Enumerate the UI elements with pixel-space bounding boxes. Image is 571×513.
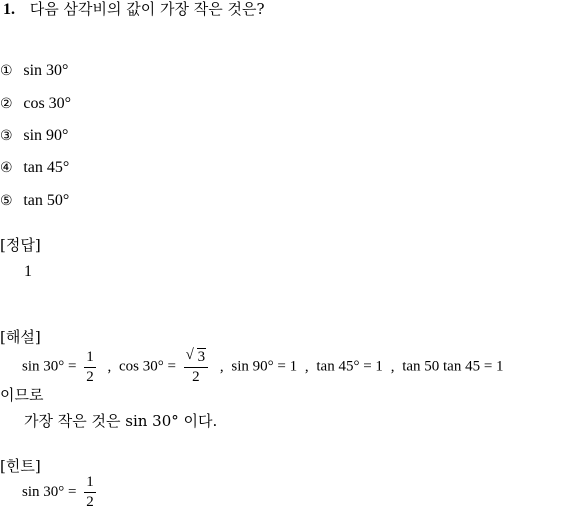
fraction-denominator: 2 [86, 494, 94, 511]
choice-3 [0, 128, 68, 144]
choice-marker: ⑤ [0, 193, 13, 209]
choice-marker: ④ [0, 160, 13, 176]
fraction-one-half [84, 349, 96, 387]
choice-2 [0, 96, 71, 112]
fraction-sqrt3-over-2 [184, 348, 209, 387]
cos30-expression: cos 30° = [118, 358, 176, 375]
choice-marker: ③ [0, 128, 13, 144]
fraction-denominator: 2 [192, 369, 200, 386]
question-line [3, 2, 265, 18]
fraction-denominator: 2 [86, 368, 94, 385]
tan45-expression: tan 45° = 1 [316, 358, 383, 375]
choice-text: sin 30° [23, 62, 69, 79]
choice-5 [0, 193, 69, 209]
choice-text: cos 30° [23, 95, 72, 112]
radicand: √ 3 [197, 349, 206, 365]
question-text: 다음 삼각비의 값이 가장 작은 것은? [29, 0, 265, 18]
answer-value: 1 [24, 263, 32, 280]
tan50-expression: tan 50 tan 45 = 1 [402, 358, 504, 375]
hint-lhs: sin 30° = [22, 484, 77, 501]
explanation-header: [해설] [0, 328, 41, 346]
sin90-expression: sin 90° = 1 [231, 358, 298, 375]
separator-comma: , [304, 358, 309, 375]
separator-comma: , [219, 358, 224, 375]
choice-1 [0, 63, 68, 79]
choice-text: sin 90° [23, 127, 69, 144]
sqrt-symbol [186, 348, 207, 366]
hint-header: [힌트] [0, 457, 41, 475]
sin30-expression: sin 30° = [22, 358, 77, 375]
explanation-wrap-text: 이므로 [0, 386, 44, 404]
fraction-numerator: 1 [84, 474, 96, 493]
choice-text: tan 50° [23, 192, 70, 209]
explanation-conclusion: 가장 작은 것은 sin 30° 이다. [24, 412, 218, 430]
choice-marker: ② [0, 96, 13, 112]
separator-comma: , [390, 358, 395, 375]
answer-header: [정답] [0, 236, 41, 254]
hint-fraction [84, 474, 96, 512]
hint-formula [22, 474, 100, 512]
separator-comma: , [107, 358, 112, 375]
question-number: 1. [3, 1, 15, 18]
choice-4 [0, 160, 69, 176]
choice-text: tan 45° [23, 159, 70, 176]
fraction-numerator: 1 [84, 349, 96, 368]
choice-marker: ① [0, 63, 13, 79]
explanation-formula-line [22, 348, 504, 387]
